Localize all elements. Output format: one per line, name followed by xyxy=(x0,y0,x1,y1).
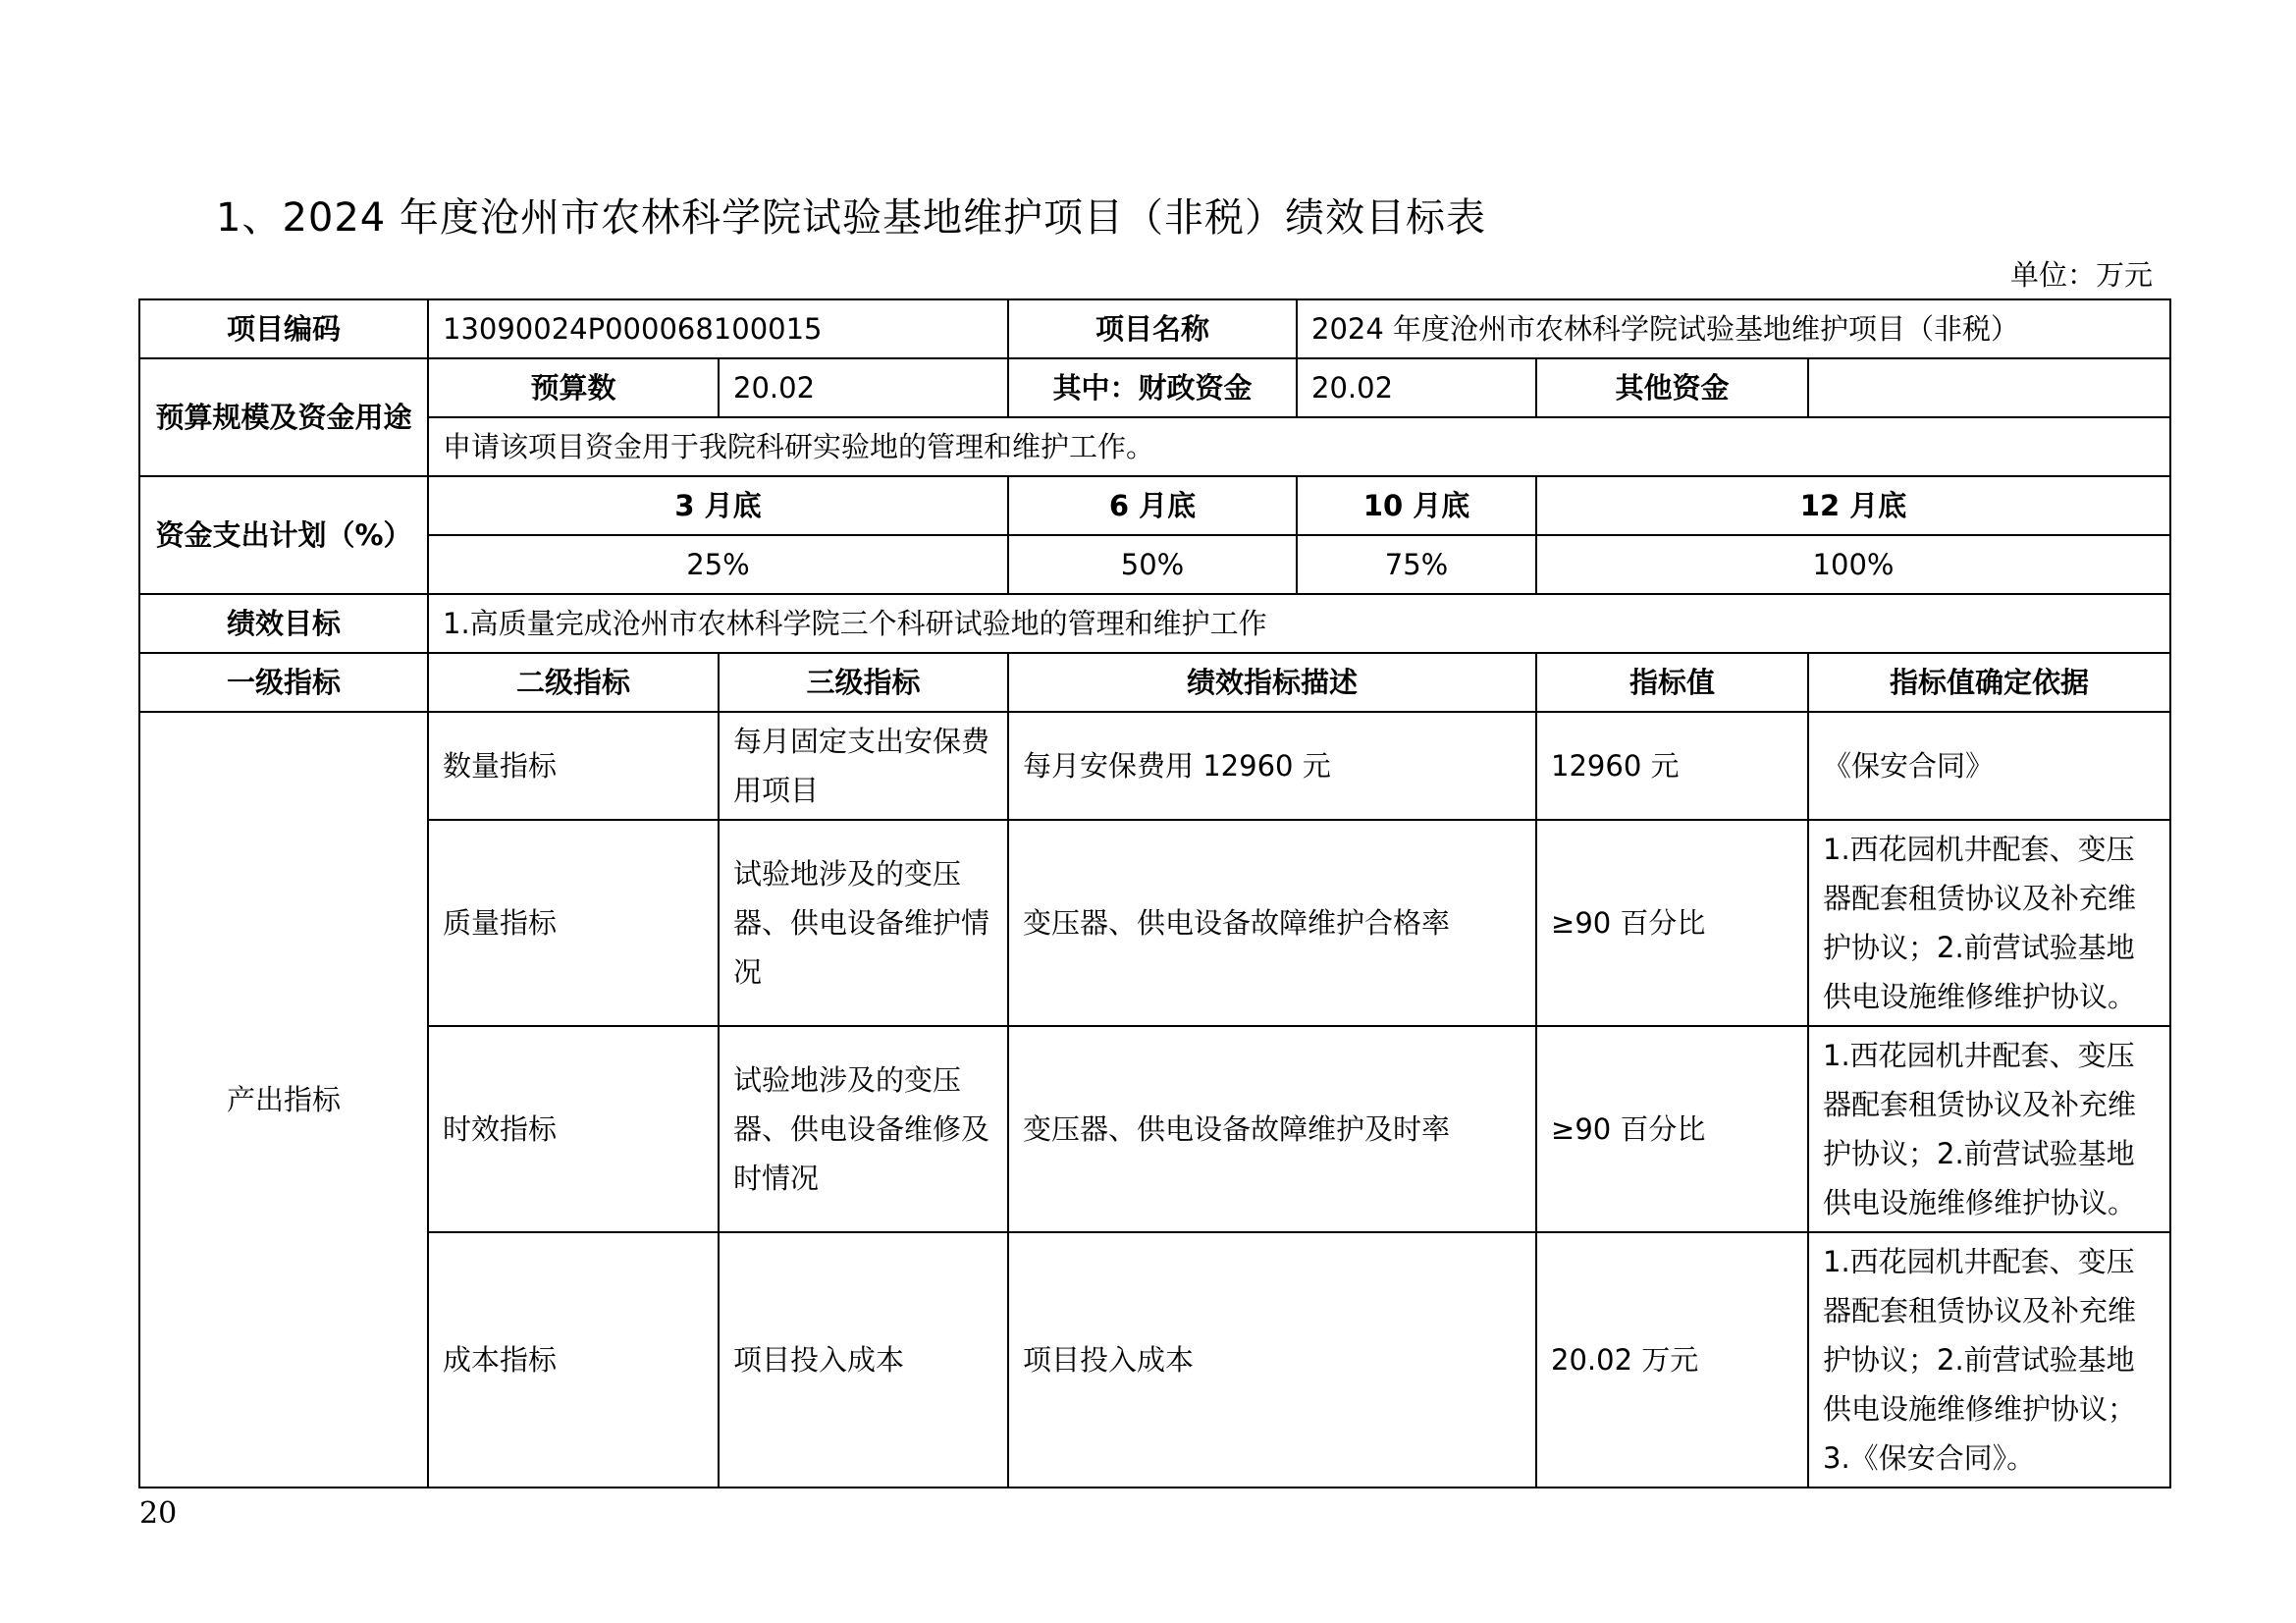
level2-indicator: 成本指标 xyxy=(428,1232,719,1488)
indicator-description: 每月安保费用 12960 元 xyxy=(1008,712,1536,820)
plan-period-label: 12 月底 xyxy=(1536,476,2170,535)
plan-label: 资金支出计划（%） xyxy=(139,476,428,594)
budget-fiscal: 20.02 xyxy=(1297,358,1536,417)
budget-other xyxy=(1808,358,2170,417)
project-row xyxy=(139,299,2170,358)
indicator-header: 指标值确定依据 xyxy=(1808,653,2170,712)
indicator-description: 变压器、供电设备故障维护及时率 xyxy=(1008,1026,1536,1232)
budget-other-label: 其他资金 xyxy=(1536,358,1808,417)
plan-value-row xyxy=(139,535,2170,594)
level2-indicator: 质量指标 xyxy=(428,820,719,1026)
plan-header-row xyxy=(139,476,2170,535)
indicator-header: 绩效指标描述 xyxy=(1008,653,1536,712)
indicator-header: 二级指标 xyxy=(428,653,719,712)
plan-period-value: 75% xyxy=(1297,535,1536,594)
indicator-value: ≥90 百分比 xyxy=(1536,820,1808,1026)
plan-period-value: 100% xyxy=(1536,535,2170,594)
level2-indicator: 时效指标 xyxy=(428,1026,719,1232)
indicator-description: 变压器、供电设备故障维护合格率 xyxy=(1008,820,1536,1026)
performance-table xyxy=(138,298,2171,1488)
project-name-label: 项目名称 xyxy=(1008,299,1297,358)
goal-row xyxy=(139,594,2170,653)
table-row xyxy=(139,712,2170,820)
indicator-value: 20.02 万元 xyxy=(1536,1232,1808,1488)
indicator-basis: 1.西花园机井配套、变压器配套租赁协议及补充维护协议；2.前营试验基地供电设施维修维护协议。 xyxy=(1808,820,2170,1026)
plan-period-value: 25% xyxy=(428,535,1008,594)
budget-row xyxy=(139,358,2170,417)
goal-label: 绩效目标 xyxy=(139,594,428,653)
indicator-value: ≥90 百分比 xyxy=(1536,1026,1808,1232)
budget-purpose-row xyxy=(139,417,2170,476)
page-title: 1、2024 年度沧州市农林科学院试验基地维护项目（非税）绩效目标表 xyxy=(216,195,1486,241)
budget-total: 20.02 xyxy=(719,358,1008,417)
indicator-basis: 1.西花园机井配套、变压器配套租赁协议及补充维护协议；2.前营试验基地供电设施维修维护协议。 xyxy=(1808,1026,2170,1232)
indicator-header-row xyxy=(139,653,2170,712)
level3-indicator: 试验地涉及的变压器、供电设备维修及时情况 xyxy=(719,1026,1008,1232)
indicator-value: 12960 元 xyxy=(1536,712,1808,820)
plan-period-label: 6 月底 xyxy=(1008,476,1297,535)
project-code: 13090024P000068100015 xyxy=(428,299,1008,358)
table-row xyxy=(139,1026,2170,1232)
indicator-description: 项目投入成本 xyxy=(1008,1232,1536,1488)
unit-label: 单位：万元 xyxy=(2009,258,2153,292)
level3-indicator: 每月固定支出安保费用项目 xyxy=(719,712,1008,820)
page-number: 20 xyxy=(139,1496,178,1531)
budget-purpose: 申请该项目资金用于我院科研实验地的管理和维护工作。 xyxy=(428,417,2170,476)
budget-fiscal-label: 其中：财政资金 xyxy=(1008,358,1297,417)
budget-total-label: 预算数 xyxy=(428,358,719,417)
level2-indicator: 数量指标 xyxy=(428,712,719,820)
indicator-basis: 1.西花园机井配套、变压器配套租赁协议及补充维护协议；2.前营试验基地供电设施维修维护协议；3.《保安合同》。 xyxy=(1808,1232,2170,1488)
project-name: 2024 年度沧州市农林科学院试验基地维护项目（非税） xyxy=(1297,299,2170,358)
plan-period-value: 50% xyxy=(1008,535,1297,594)
goal-text: 1.高质量完成沧州市农林科学院三个科研试验地的管理和维护工作 xyxy=(428,594,2170,653)
table-row xyxy=(139,820,2170,1026)
project-code-label: 项目编码 xyxy=(139,299,428,358)
indicator-basis: 《保安合同》 xyxy=(1808,712,2170,820)
indicator-header: 一级指标 xyxy=(139,653,428,712)
indicator-header: 指标值 xyxy=(1536,653,1808,712)
plan-period-label: 10 月底 xyxy=(1297,476,1536,535)
level3-indicator: 试验地涉及的变压器、供电设备维护情况 xyxy=(719,820,1008,1026)
indicator-header: 三级指标 xyxy=(719,653,1008,712)
budget-label: 预算规模及资金用途 xyxy=(139,358,428,476)
table-row xyxy=(139,1232,2170,1488)
level1-indicator: 产出指标 xyxy=(139,712,428,1488)
level3-indicator: 项目投入成本 xyxy=(719,1232,1008,1488)
plan-period-label: 3 月底 xyxy=(428,476,1008,535)
